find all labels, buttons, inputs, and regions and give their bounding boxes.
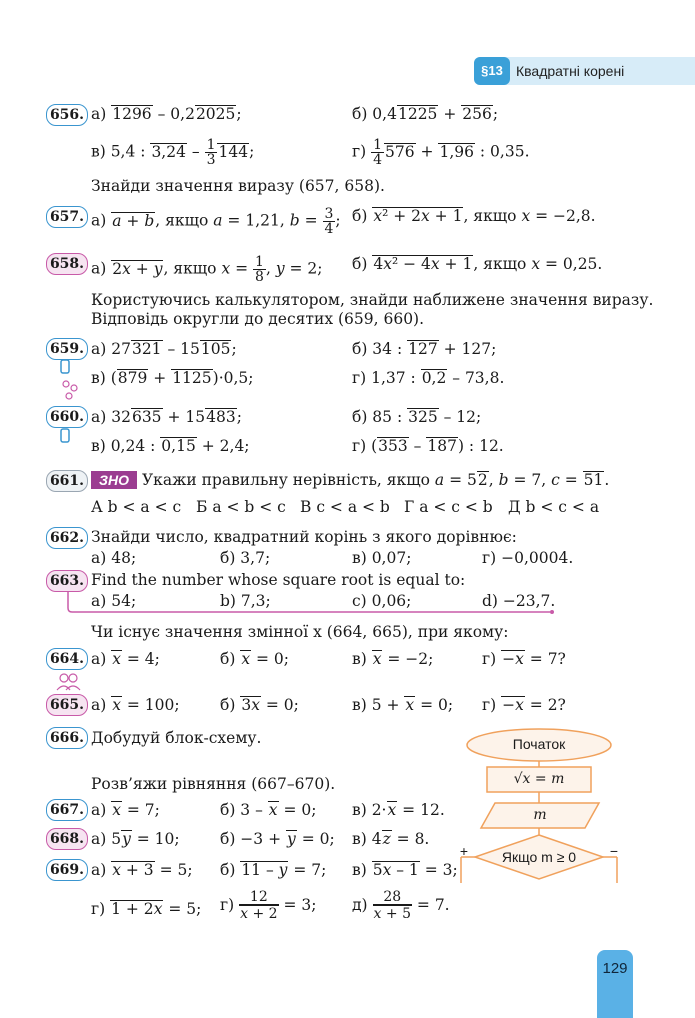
english-bracket-line [64,592,559,614]
expression-665c: в) 5 + x = 0; [352,696,454,714]
flowchart-process: √x = m [513,771,565,787]
option-d: Д b < c < a [508,498,600,516]
expression-668b: б) −3 + y = 0; [220,830,335,848]
expression-656d: г) $\frac{1}{4}$ 576 + 1,96 : 0,35. [352,137,530,168]
option-663d: d) −23,7. [482,592,556,610]
problem-number: 665. [46,694,88,716]
intro-657-658: Знайди значення виразу (657, 658). [91,177,385,195]
expression-665a: а) x = 100; [91,696,180,714]
problem-number: 667. [46,799,88,821]
expression-669d: г) 1 + 2x = 5; [91,900,202,918]
option-663a: a) 54; [91,592,137,610]
problem-number: 662. [46,527,88,549]
option-v: В c < a < b [300,498,390,516]
flowchart-plus: + [459,843,469,859]
expression-657a: а) a + b, якщо a = 1,21, b = $\frac{3}{4}$ ; [91,206,341,237]
problem-number: 666. [46,727,88,749]
expression-656a: а) 1296 – 0,22025; [91,105,242,123]
problem-number: 664. [46,648,88,670]
problem-number: 669. [46,859,88,881]
intro-667-670: Розв’яжи рівняння (667–670). [91,775,336,793]
option-662a: а) 48; [91,549,137,567]
expression-660d: г) (353 – 187) : 12. [352,437,504,455]
flowchart-io: m [533,807,547,823]
expression-669e: г) $\frac{12}{x + 2}$ = 3; [220,889,317,922]
problem-number: 657. [46,206,88,228]
option-663c: c) 0,06; [352,592,412,610]
expression-664a: а) x = 4; [91,650,160,668]
option-662g: г) −0,0004. [482,549,574,567]
intro-659-660-line2: Відповідь округли до десятих (659, 660). [91,310,425,328]
problem-663-text: Find the number whose square root is equal to: [91,571,466,589]
intro-664-665: Чи існує значення змінної x (664, 665), при якому: [91,623,509,641]
flowchart-minus: − [609,843,619,859]
expression-657b: б) x² + 2x + 1, якщо x = −2,8. [352,207,596,225]
zno-badge: ЗНО [91,471,137,489]
expression-668c: в) 4z = 8. [352,830,430,848]
expression-660b: б) 85 : 325 – 12; [352,408,482,426]
intro-659-660-line1: Користуючись калькулятором, знайди наближене значення виразу. [91,291,654,309]
problem-number: 659. [46,338,88,360]
problem-number: 663. [46,570,88,592]
expression-659c: в) (879 + 1125)·0,5; [91,369,254,387]
expression-668a: а) 5y = 10; [91,830,180,848]
option-a: А b < a < c [91,498,182,516]
expression-664d: г) −x = 7? [482,650,566,668]
calculator-icon [56,358,82,402]
section-number: §13 [474,57,510,85]
pair-work-icon [54,670,84,692]
flowchart-decision: Якщо m ≥ 0 [501,849,577,865]
problem-number: 668. [46,828,88,850]
expression-658b: б) 4x² − 4x + 1, якщо x = 0,25. [352,255,603,273]
expression-669a: а) x + 3 = 5; [91,861,193,879]
expression-669f: д) $\frac{28}{x + 5}$ = 7. [352,889,450,922]
flowchart-start: Початок [512,736,566,752]
option-g: Г a < c < b [404,498,493,516]
expression-667a: а) x = 7; [91,801,160,819]
expression-664c: в) x = −2; [352,650,434,668]
expression-656b: б) 0,41225 + 256; [352,105,499,123]
expression-659b: б) 34 : 127 + 127; [352,340,497,358]
page-number: 129 [597,950,633,1018]
problem-number: 660. [46,406,88,428]
expression-665d: г) −x = 2? [482,696,566,714]
option-663b: b) 7,3; [220,592,271,610]
expression-659a: а) 27321 – 15105; [91,340,237,358]
option-662v: в) 0,07; [352,549,412,567]
option-662b: б) 3,7; [220,549,271,567]
expression-660a: а) 32635 + 15483; [91,408,242,426]
expression-658a: а) 2x + y, якщо x = $\frac{1}{8}$ , y = 2; [91,254,323,285]
expression-667b: б) 3 – x = 0; [220,801,317,819]
expression-656c: в) 5,4 : 3,24 – $\frac{1}{3}$ 144; [91,137,255,168]
calculator-icon [60,428,72,444]
problem-number: 658. [46,253,88,275]
expression-669c: в) 5x – 1 = 3; [352,861,458,879]
problem-number: 661. [46,470,88,492]
expression-669b: б) 11 – y = 7; [220,861,327,879]
expression-664b: б) x = 0; [220,650,289,668]
problem-661-text: ЗНО Укажи правильну нерівність, якщо a = 52, b = 7, c = 51. [91,471,609,489]
section-title: Квадратні корені [516,63,625,79]
problem-666-text: Добудуй блок-схему. [91,729,262,747]
expression-667c: в) 2·x = 12. [352,801,445,819]
problem-number: 656. [46,104,88,126]
expression-659d: г) 1,37 : 0,2 – 73,8. [352,369,505,387]
expression-660c: в) 0,24 : 0,15 + 2,4; [91,437,250,455]
expression-665b: б) 3x = 0; [220,696,299,714]
problem-662-text: Знайди число, квадратний корінь з якого дорівнює: [91,528,517,546]
option-b: Б a < b < c [196,498,286,516]
